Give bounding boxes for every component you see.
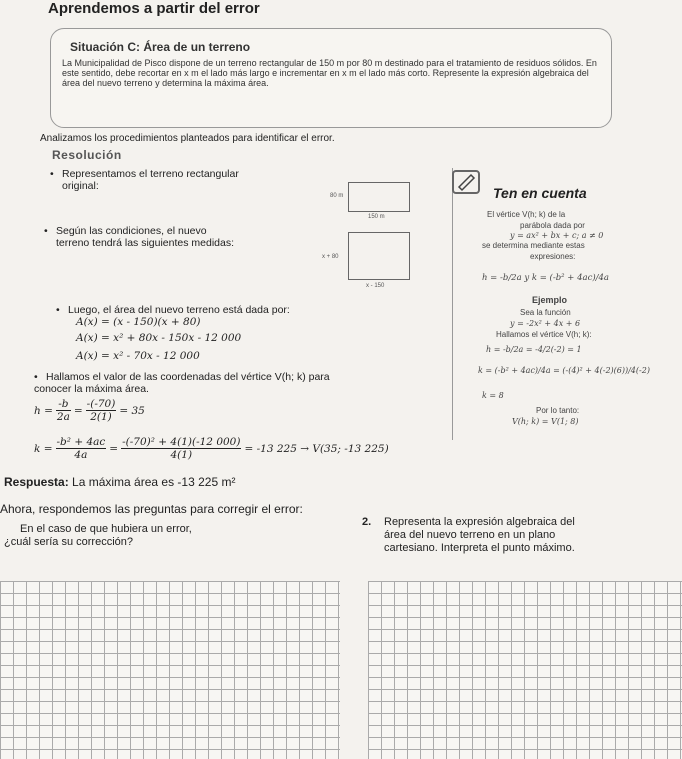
bullet-2-line-2: terreno tendrá las siguientes medidas: xyxy=(56,237,235,249)
questions-intro: Ahora, respondemos las preguntas para corregir el error: xyxy=(0,502,303,516)
h-fraction-1 xyxy=(56,398,71,423)
h-den-1: 2a xyxy=(56,411,70,423)
h-lhs: h = xyxy=(34,404,53,417)
question-2-line-2: área del nuevo terreno en un plano xyxy=(384,529,556,541)
bullet-4-line-1: • Hallamos el valor de las coordenadas del vértice V(h; k) para xyxy=(46,371,330,383)
equation-1: A(x) = (x - 150)(x + 80) xyxy=(76,316,201,328)
k-fraction-2 xyxy=(121,436,241,461)
original-terrain-rectangle xyxy=(348,182,410,212)
tip-line-4: se determina mediante estas xyxy=(482,241,585,250)
h-den-2: 2(1) xyxy=(90,411,112,423)
answer-text: La máxima área es -13 225 m² xyxy=(72,475,236,489)
k-num-2: -(-70)² + 4(1)(-12 000) xyxy=(122,436,241,448)
answer-grid-1[interactable] xyxy=(0,581,340,759)
k-den-1: 4a xyxy=(74,449,88,461)
rect1-side-label: 80 m xyxy=(330,193,344,199)
new-terrain-rectangle xyxy=(348,232,410,280)
question-2-line-3: cartesiano. Interpreta el punto máximo. xyxy=(384,542,575,554)
bullet-1 xyxy=(62,168,239,192)
bullet-1-line-1: • Representamos el terreno rectangular xyxy=(62,168,239,180)
k-den-2: 4(1) xyxy=(170,449,193,461)
tip-line-5: expresiones: xyxy=(530,252,576,261)
question-2-number: 2. xyxy=(362,516,372,528)
tip-line-3: y = ax² + bx + c; a ≠ 0 xyxy=(510,231,604,240)
tip-line-1: El vértice V(h; k) de la xyxy=(487,210,566,219)
k-num-1: -b² + 4ac xyxy=(56,436,106,448)
example-line-4: h = -b/2a = -4/2(-2) = 1 xyxy=(486,345,582,354)
example-line-2: y = -2x² + 4x + 6 xyxy=(510,319,581,328)
rect2-bottom-label: x - 150 xyxy=(366,283,385,289)
k-formula xyxy=(34,436,389,461)
resolution-heading: Resolución xyxy=(52,148,122,162)
tip-formula: h = -b/2a y k = (-b² + 4ac)/4a xyxy=(482,273,609,283)
k-fraction-1 xyxy=(56,436,107,461)
tip-line-2: parábola dada por xyxy=(520,221,585,230)
bullet-1-line-2: original: xyxy=(62,180,99,192)
bullet-2-line-1: • Según las condiciones, el nuevo xyxy=(56,225,207,237)
h-fraction-2 xyxy=(86,398,117,423)
question-1-line-1: En el caso de que hubiera un error, xyxy=(20,523,192,535)
pencil-icon xyxy=(452,170,480,194)
tip-title: Ten en cuenta xyxy=(493,185,587,201)
h-formula xyxy=(34,398,145,423)
question-1 xyxy=(4,523,192,549)
example-line-6: k = 8 xyxy=(482,391,504,400)
equation-3: A(x) = x² - 70x - 12 000 xyxy=(76,350,200,362)
page-title: Aprendemos a partir del error xyxy=(48,0,260,17)
situation-text: La Municipalidad de Pisco dispone de un terreno rectangular de 150 m por 80 m destinado para el tratamiento de residuos sólidos. En este sentido, debe recortar en x m el lado más largo e incrementar en x m el lado más corto. Represente la expresión algebraica del área del nuevo terreno y determina la máxima área. xyxy=(62,58,597,88)
question-2-line-1: Representa la expresión algebraica del xyxy=(384,516,575,528)
rect1-bottom-label: 150 m xyxy=(368,214,385,220)
k-result: = -13 225 → V(35; -13 225) xyxy=(244,442,389,455)
equation-2: A(x) = x² + 80x - 150x - 12 000 xyxy=(76,332,242,344)
example-line-1: Sea la función xyxy=(520,308,571,317)
k-lhs: k = xyxy=(34,442,53,455)
question-1-line-2: ¿cuál sería su corrección? xyxy=(4,536,133,548)
example-line-8: V(h; k) = V(1; 8) xyxy=(512,417,579,426)
h-num-2: -(-70) xyxy=(86,398,116,410)
example-line-3: Hallamos el vértice V(h; k): xyxy=(496,330,592,339)
answer-label: Respuesta: xyxy=(4,475,69,489)
bullet-2 xyxy=(56,225,234,249)
rect2-side-label: x + 80 xyxy=(322,254,339,260)
example-line-7: Por lo tanto: xyxy=(536,406,580,415)
situation-title: Situación C: Área de un terreno xyxy=(70,40,251,54)
bullet-3: • Luego, el área del nuevo terreno está dada por: xyxy=(68,304,290,316)
h-equals: = xyxy=(73,404,83,417)
example-line-5: k = (-b² + 4ac)/4a = (-(4)² + 4(-2)(6))/4(-2) xyxy=(478,366,650,375)
h-num-1: -b xyxy=(56,398,71,411)
question-2 xyxy=(384,516,680,555)
k-equals: = xyxy=(109,442,119,455)
example-title: Ejemplo xyxy=(532,295,568,305)
answer-line xyxy=(4,475,235,489)
bullet-4-line-2: conocer la máxima área. xyxy=(34,383,149,395)
intro-text: Analizamos los procedimientos planteados para identificar el error. xyxy=(40,133,335,144)
bullet-4 xyxy=(34,371,330,395)
h-result: = 35 xyxy=(119,404,145,417)
answer-grid-2[interactable] xyxy=(368,581,682,759)
